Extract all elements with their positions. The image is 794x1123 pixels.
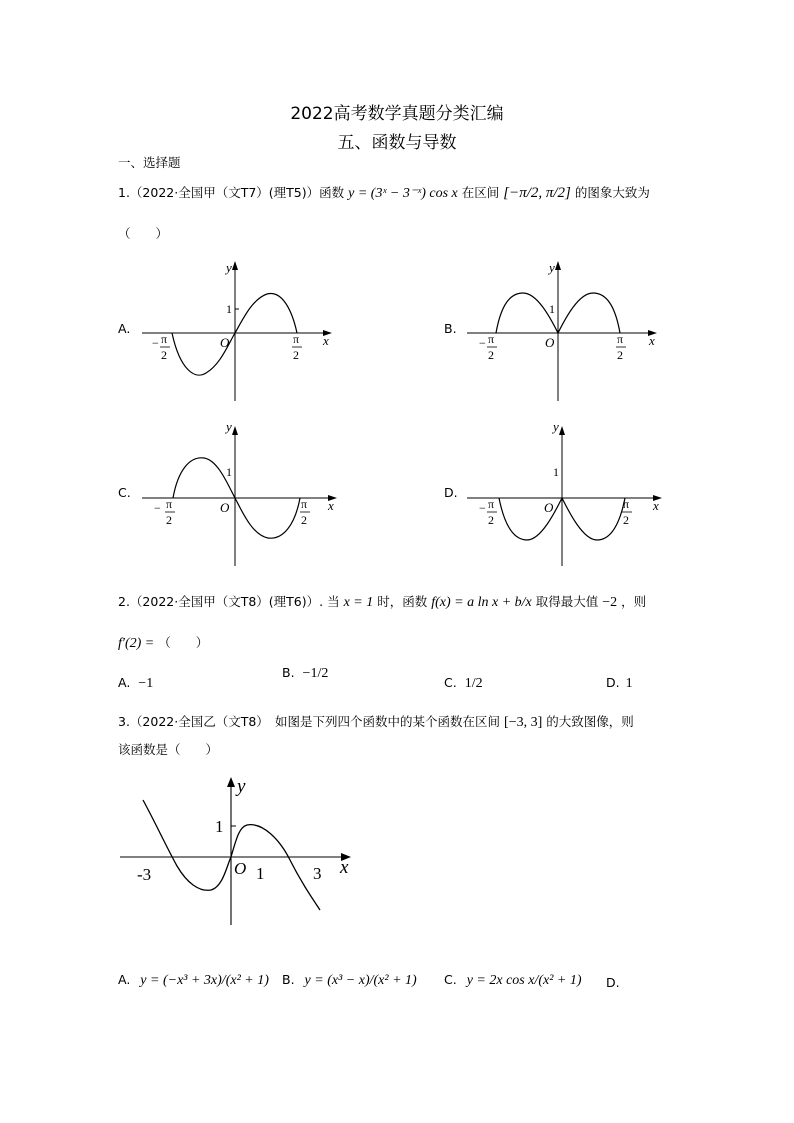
- q2-option-b: [282, 665, 328, 682]
- q1-option-d-label: D.: [444, 485, 458, 500]
- q2-condition: x = 1: [343, 595, 374, 610]
- tick-one: 1: [226, 302, 232, 316]
- q1-graph-d: [465, 420, 675, 570]
- svg-text:1: 1: [549, 302, 555, 316]
- q2-option-c-value: 1/2: [464, 676, 483, 691]
- q2-option-a-value: −1: [138, 676, 154, 691]
- svg-text:x: x: [653, 498, 659, 513]
- q2-value: −2: [602, 595, 618, 610]
- origin-label: O: [234, 859, 247, 878]
- page-title: 2022高考数学真题分类汇编: [290, 104, 504, 124]
- q1-prefix: 1.（2022·全国甲（文T7）(理T5)）函数: [118, 185, 345, 200]
- q3-option-c: [444, 972, 582, 989]
- tick-x-one: 1: [256, 864, 265, 883]
- q1-graph-a: [140, 255, 340, 405]
- q3-prefix: 3.（2022·全国乙（文T8） 如图是下列四个函数中的某个函数在区间: [118, 714, 501, 729]
- q2-stem: [118, 592, 646, 611]
- svg-text:2: 2: [623, 513, 629, 527]
- q3-option-c-label: C.: [444, 972, 457, 987]
- svg-text:π: π: [161, 332, 168, 346]
- svg-text:2: 2: [293, 348, 299, 362]
- q3-option-d: [606, 975, 620, 990]
- page-subtitle: 五、函数与导数: [337, 133, 457, 153]
- svg-text:−: −: [479, 336, 486, 350]
- y-axis-arrow: [232, 261, 238, 270]
- x-label: x: [340, 857, 349, 878]
- y-axis-arrow: [227, 777, 235, 787]
- tick-three: 3: [313, 864, 322, 883]
- tick-y-one: 1: [215, 817, 224, 836]
- svg-text:π: π: [488, 332, 495, 346]
- svg-text:y: y: [549, 260, 555, 275]
- q2-option-c-label: C.: [444, 675, 457, 690]
- q1-function: y = (3ˣ − 3⁻ˣ) cos x: [348, 186, 458, 201]
- q2-function: f(x) = a ln x + b/x: [431, 595, 532, 610]
- q2-option-a-label: A.: [118, 675, 131, 690]
- q3-option-a-label: A.: [118, 972, 131, 987]
- tick-neg-half-pi: −: [152, 336, 159, 350]
- q1-option-c-label: C.: [118, 485, 131, 500]
- svg-text:2: 2: [161, 348, 167, 362]
- q3-option-b: [282, 972, 417, 989]
- q2-option-c: [444, 675, 483, 692]
- svg-text:π: π: [623, 497, 630, 511]
- q1-interval: [−π/2, π/2]: [503, 185, 571, 201]
- svg-text:y: y: [553, 420, 559, 434]
- q1-option-a-label: A.: [118, 321, 131, 336]
- q2-suffix: 取得最大值: [535, 594, 599, 609]
- tick-half-pi: π: [293, 332, 300, 346]
- svg-text:y: y: [226, 420, 232, 434]
- q3-option-a: [118, 972, 269, 989]
- q2-mid: 时，函数: [377, 594, 428, 609]
- q1-stem: [118, 183, 650, 202]
- tick-neg-three: -3: [137, 865, 152, 884]
- q1-mid: 在区间: [461, 185, 500, 200]
- svg-text:O: O: [220, 500, 230, 515]
- svg-text:π: π: [301, 497, 308, 511]
- q2-option-b-label: B.: [282, 665, 295, 680]
- q1-graph-b: [465, 255, 665, 405]
- svg-text:1: 1: [553, 465, 559, 479]
- q2-tail: ，则: [621, 594, 647, 609]
- q2-option-a: [118, 675, 153, 692]
- q3-line2: 该函数是（ ）: [118, 742, 219, 757]
- q2-ask-line: [118, 633, 208, 652]
- q1-graph-c: [140, 420, 350, 570]
- q2-prefix: 2.（2022·全国甲（文T8）(理T6)）. 当: [118, 594, 340, 609]
- q3-stem: [118, 712, 634, 731]
- svg-text:x: x: [328, 498, 334, 513]
- svg-text:π: π: [166, 497, 173, 511]
- q2-answer-paren: （ ）: [158, 635, 209, 650]
- svg-text:O: O: [545, 335, 555, 350]
- y-label: y: [237, 776, 246, 797]
- svg-text:2: 2: [488, 513, 494, 527]
- svg-text:2: 2: [617, 348, 623, 362]
- svg-text:x: x: [649, 333, 655, 348]
- svg-text:2: 2: [488, 348, 494, 362]
- q2-option-d-value: 1: [625, 676, 633, 691]
- svg-text:−: −: [154, 501, 161, 515]
- svg-text:2: 2: [166, 513, 172, 527]
- y-label: y: [226, 260, 232, 275]
- q3-interval: [−3, 3]: [504, 715, 543, 730]
- q3-suffix: 的大致图像，则: [546, 714, 634, 729]
- q3-option-a-value: y = (−x³ + 3x)/(x² + 1): [140, 973, 269, 988]
- svg-text:−: −: [479, 501, 486, 515]
- svg-text:2: 2: [301, 513, 307, 527]
- origin-label: O: [220, 335, 230, 350]
- q2-option-d: [606, 675, 633, 692]
- q3-graph: [115, 770, 360, 932]
- q3-option-b-value: y = (x³ − x)/(x² + 1): [304, 973, 417, 988]
- q2-ask: f′(2) =: [118, 636, 155, 651]
- svg-text:O: O: [544, 500, 554, 515]
- x-label: x: [323, 333, 329, 348]
- q1-suffix: 的图象大致为: [574, 185, 650, 200]
- section-heading: 一、选择题: [118, 155, 181, 170]
- svg-text:π: π: [488, 497, 495, 511]
- q1-answer-paren: （ ）: [118, 226, 169, 241]
- q2-option-d-label: D.: [606, 675, 620, 690]
- svg-text:1: 1: [226, 465, 232, 479]
- q3-option-b-label: B.: [282, 972, 295, 987]
- q3-option-d-label: D.: [606, 975, 620, 990]
- q3-option-c-value: y = 2x cos x/(x² + 1): [466, 973, 582, 988]
- q1-option-b-label: B.: [444, 321, 457, 336]
- svg-text:π: π: [617, 332, 624, 346]
- q2-option-b-value: −1/2: [302, 666, 329, 681]
